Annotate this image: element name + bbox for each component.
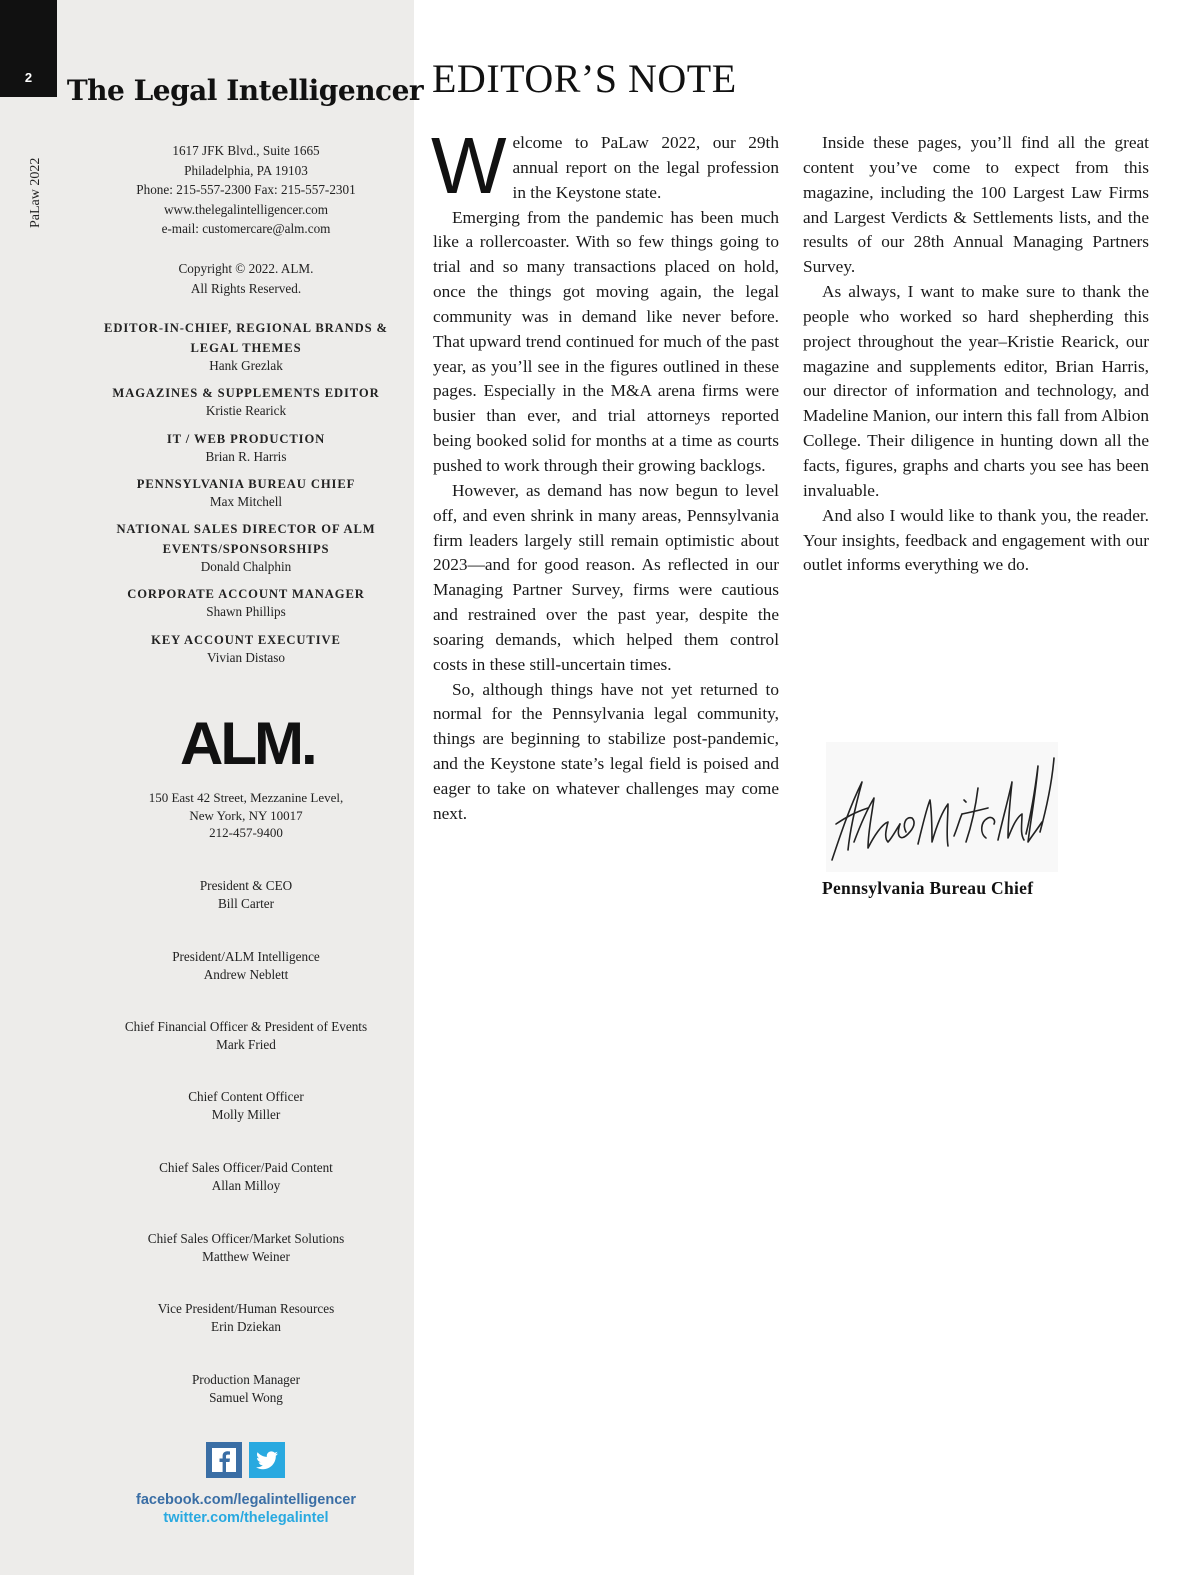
staff-role: NATIONAL SALES DIRECTOR OF ALM: [116, 522, 376, 536]
address-line: 1617 JFK Blvd., Suite 1665: [172, 143, 320, 158]
facebook-link[interactable]: facebook.com/legalintelligencer: [136, 1492, 356, 1508]
staff-entry: [78, 584, 414, 620]
staff-entry: [78, 318, 414, 374]
alm-logo: [180, 710, 315, 777]
twitter-link[interactable]: twitter.com/thelegalintel: [163, 1510, 329, 1526]
executive-title: Chief Sales Officer/Market Solutions: [147, 1231, 345, 1246]
executive-title: President/ALM Intelligence: [172, 949, 320, 964]
masthead-title: The Legal Intelligencer: [66, 74, 424, 107]
page-title: EDITOR’S NOTE: [432, 56, 737, 101]
drop-cap: W: [431, 121, 507, 210]
article-column-right: [803, 131, 1149, 578]
paragraph-text: elcome to PaLaw 2022, our 29th annual report on the legal profession in the Keystone state.: [512, 133, 779, 202]
executive-name: Samuel Wong: [209, 1389, 283, 1405]
staff-role: MAGAZINES & SUPPLEMENTS EDITOR: [112, 386, 380, 400]
staff-entry: [78, 519, 414, 575]
executive-entry: [78, 1018, 414, 1053]
staff-role: EVENTS/SPONSORSHIPS: [162, 542, 330, 556]
staff-name: Kristie Rearick: [205, 403, 287, 418]
website-line: www.thelegalintelligencer.com: [164, 201, 328, 217]
staff-entry: [78, 383, 414, 419]
executive-name: Allan Milloy: [211, 1177, 281, 1193]
address-line: Philadelphia, PA 19103: [184, 162, 308, 178]
email-line: e-mail: customercare@alm.com: [161, 221, 331, 237]
page-number: 2: [24, 70, 33, 85]
executive-name: Andrew Neblett: [203, 966, 289, 982]
executive-name: Bill Carter: [217, 895, 275, 911]
legal-intelligencer-logo: [66, 66, 424, 110]
staff-name: Shawn Phillips: [206, 604, 286, 619]
executive-title: Vice President/Human Resources: [157, 1301, 335, 1316]
article-paragraph: So, although things have not yet returned to normal for the Pennsylvania legal community, things are beginning to stabilize post-pandemic, and the Keystone state’s legal field is poised and eager to take on whatever challenges may come next.: [433, 679, 779, 823]
staff-entry: [78, 474, 414, 510]
executive-name: Molly Miller: [211, 1106, 281, 1122]
executive-title: Production Manager: [191, 1372, 301, 1387]
staff-name: Max Mitchell: [209, 494, 283, 509]
executive-entry: [78, 877, 414, 912]
article-column-left: [431, 121, 779, 827]
executive-title: Chief Financial Officer & President of Events: [124, 1019, 368, 1034]
article-paragraph: However, as demand has now begun to level off, and even shrink in many areas, Pennsylvania firm leaders largely still remain optimistic about 2023—and for good reason. As reflected in our Managing Partner Survey, firms were cautious and restrained over the past year, despite the soaring demands, which helped them control costs in these still-uncertain times.: [433, 480, 779, 674]
executive-entry: [78, 1088, 414, 1123]
executive-name: Mark Fried: [216, 1036, 276, 1052]
staff-role: CORPORATE ACCOUNT MANAGER: [127, 587, 365, 601]
alm-address-line: 150 East 42 Street, Mezzanine Level,: [148, 790, 344, 805]
alm-phone-line: 212-457-9400: [209, 825, 283, 840]
staff-name: Brian R. Harris: [205, 449, 287, 464]
executive-entry: [78, 1371, 414, 1406]
staff-name: Donald Chalphin: [200, 559, 292, 574]
page-number-tab: [0, 0, 57, 97]
executive-title: President & CEO: [199, 878, 293, 893]
staff-role: LEGAL THEMES: [190, 341, 302, 355]
staff-role: IT / WEB PRODUCTION: [166, 432, 326, 446]
staff-entry: [78, 630, 414, 666]
staff-name: Vivian Distaso: [207, 650, 285, 665]
copyright-notice: [78, 259, 414, 298]
staff-role: PENNSYLVANIA BUREAU CHIEF: [136, 477, 356, 491]
alm-logo-text: ALM.: [180, 710, 315, 777]
alm-address: [78, 789, 414, 842]
facebook-icon[interactable]: [206, 1442, 242, 1478]
executive-entry: [78, 1230, 414, 1265]
copyright-line: All Rights Reserved.: [190, 280, 302, 296]
editor-signature: [826, 742, 1058, 872]
staff-role: KEY ACCOUNT EXECUTIVE: [151, 633, 341, 647]
executive-title: Chief Content Officer: [188, 1089, 304, 1104]
staff-entry: [78, 429, 414, 465]
staff-name: Hank Grezlak: [209, 358, 283, 373]
executive-entry: [78, 1159, 414, 1194]
article-paragraph: Emerging from the pandemic has been much like a rollercoaster. With so few things going to trial and so many transactions placed on hold, once the things got moving again, the legal community was in demand like never before. That upward trend continued for much of the past year, as you’ll see in the figures outlined in these pages. Especially in the M&A arena firms were busier than ever, and trial attorneys reported being booked solid for months at a time as courts pushed to work through their growing backlogs.: [433, 207, 779, 475]
signature-caption: Pennsylvania Bureau Chief: [822, 878, 1034, 898]
article-paragraph: As always, I want to make sure to thank the people who worked so hard shepherding this project throughout the year–Kristie Rearick, our magazine and supplements editor, Brian Harris, our director of information and technology, and Madeline Manion, our intern this fall from Albion College. Their diligence in hunting down all the facts, figures, graphs and charts you see has been invaluable.: [803, 282, 1149, 500]
copyright-line: Copyright © 2022. ALM.: [178, 261, 314, 276]
twitter-icon[interactable]: [249, 1442, 285, 1478]
address-line: Phone: 215-557-2300 Fax: 215-557-2301: [136, 182, 356, 198]
executive-name: Matthew Weiner: [202, 1248, 290, 1264]
alm-address-line: New York, NY 10017: [189, 807, 303, 823]
article-paragraph: [431, 121, 779, 210]
staff-role: EDITOR-IN-CHIEF, REGIONAL BRANDS &: [104, 321, 388, 335]
social-icons: [206, 1442, 286, 1478]
executive-title: Chief Sales Officer/Paid Content: [159, 1160, 333, 1175]
executive-entry: [78, 1300, 414, 1335]
publisher-address: [78, 141, 414, 239]
executive-entry: [78, 948, 414, 983]
running-title: PaLaw 2022: [28, 157, 43, 228]
executive-name: Erin Dziekan: [211, 1318, 281, 1334]
article-paragraph: And also I would like to thank you, the reader. Your insights, feedback and engagement with our outlet informs everything we do.: [803, 505, 1149, 575]
article-paragraph: Inside these pages, you’ll find all the great content you’ve come to expect from this magazine, including the 100 Largest Law Firms and Largest Verdicts & Settlements lists, and the results of our 28th Annual Managing Partners Survey.: [803, 133, 1149, 277]
